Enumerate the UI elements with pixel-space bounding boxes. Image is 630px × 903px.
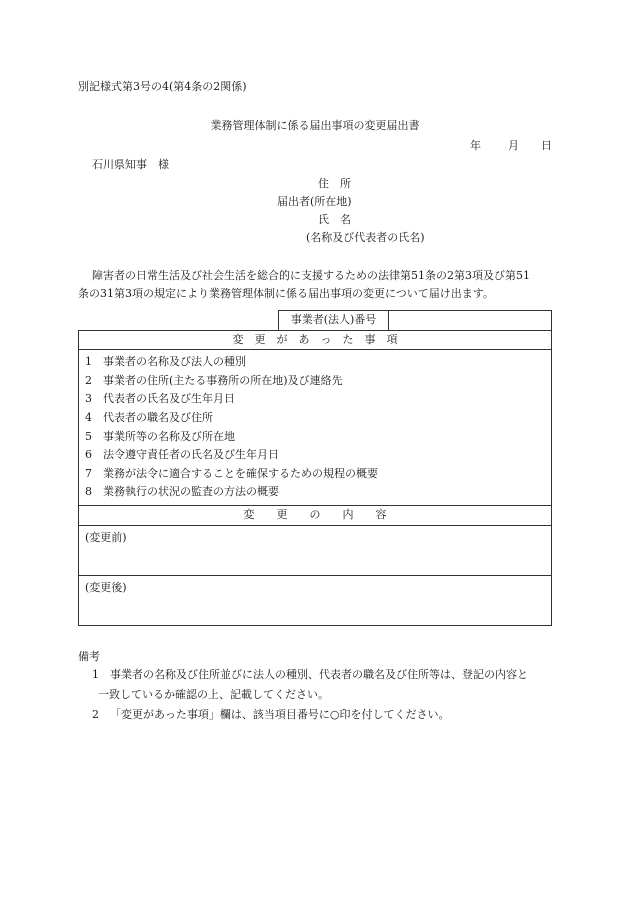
date-month: 月 xyxy=(508,139,519,152)
business-number-field[interactable] xyxy=(388,311,551,331)
addressee: 石川県知事 様 xyxy=(92,158,169,171)
list-item[interactable]: 6 法令遵守責任者の氏名及び生年月日 xyxy=(85,448,279,462)
remark-1-line2: 一致しているか確認の上、記載してください。 xyxy=(98,688,329,701)
change-content-header: 変 更 の 内 容 xyxy=(79,505,552,525)
date-year: 年 xyxy=(470,139,481,152)
remark-2-text: 「変更があった事項」欄は、該当項目番号に○印を付してください。 xyxy=(110,708,450,721)
before-change-field[interactable] xyxy=(79,525,552,575)
address-label: 住 所 xyxy=(318,177,351,190)
list-item[interactable]: 7 業務が法令に適合することを確保するための規程の概要 xyxy=(85,466,378,480)
after-change-label: (変更後) xyxy=(85,580,127,594)
list-item[interactable]: 4 代表者の職名及び住所 xyxy=(85,410,213,424)
date-day: 日 xyxy=(541,139,552,152)
before-change-label: (変更前) xyxy=(85,530,127,544)
remark-2-number: 2 xyxy=(92,708,99,721)
name-note: (名称及び代表者の氏名) xyxy=(306,231,425,244)
document-title: 業務管理体制に係る届出事項の変更届出書 xyxy=(210,119,420,132)
after-change-field[interactable] xyxy=(79,575,552,625)
form-reference: 別記様式第3号の4(第4条の2関係) xyxy=(78,80,247,93)
notifier-label: 届出者(所在地) xyxy=(277,195,352,208)
list-item[interactable]: 2 事業者の住所(主たる事務所の所在地)及び連絡先 xyxy=(85,373,343,387)
name-label: 氏 名 xyxy=(318,213,351,226)
remark-1-line1: 事業者の名称及び住所並びに法人の種別、代表者の職名及び住所等は、登記の内容と xyxy=(110,668,528,681)
business-number-label: 事業者(法人)番号 xyxy=(279,311,389,331)
body-text-line2: 条の31第3項の規定により業務管理体制に係る届出事項の変更について届け出ます。 xyxy=(78,287,494,300)
changed-items-header: 変 更 が あ っ た 事 項 xyxy=(79,330,552,350)
blank-cell xyxy=(79,311,279,331)
list-item[interactable]: 3 代表者の氏名及び生年月日 xyxy=(85,392,235,406)
changed-items-list xyxy=(79,350,552,506)
body-text-line1: 障害者の日常生活及び社会生活を総合的に支援するための法律第51条の2第3項及び第51 xyxy=(92,269,530,282)
list-item[interactable]: 5 事業所等の名称及び所在地 xyxy=(85,429,235,443)
list-item[interactable]: 1 事業者の名称及び法人の種別 xyxy=(85,355,246,369)
list-item[interactable]: 8 業務執行の状況の監査の方法の概要 xyxy=(85,485,279,499)
notification-form-table xyxy=(78,310,552,626)
remarks-heading: 備考 xyxy=(78,650,100,663)
remark-1-number: 1 xyxy=(92,668,99,681)
